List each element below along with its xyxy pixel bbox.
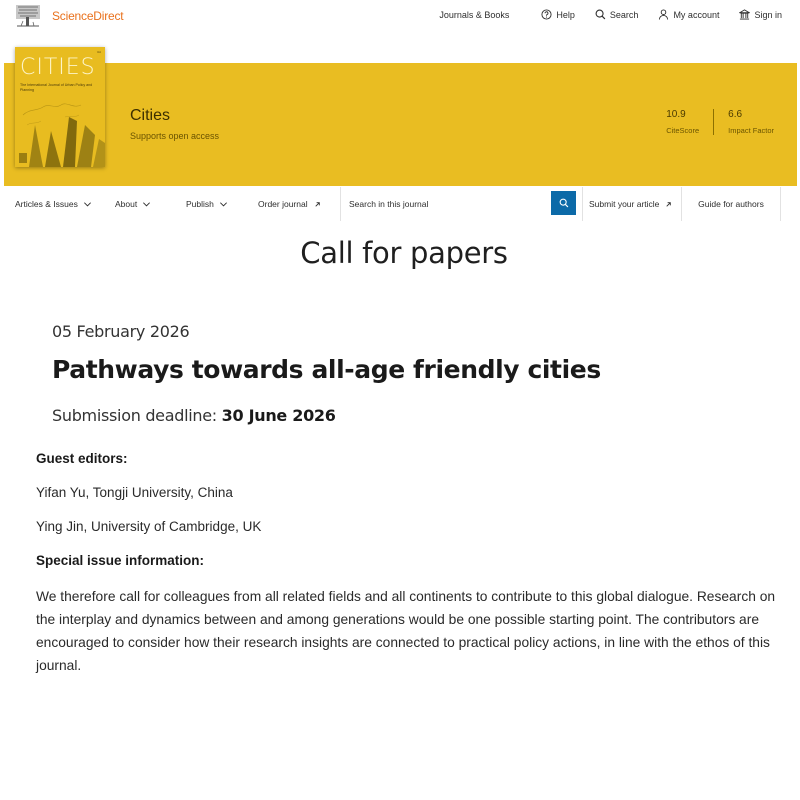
articles-issues-label: Articles & Issues bbox=[15, 199, 78, 209]
journal-search bbox=[340, 187, 583, 221]
impact-factor-value: 6.6 bbox=[728, 109, 743, 120]
special-issue-heading: Special issue information: bbox=[36, 553, 205, 568]
search-label: Search bbox=[609, 9, 639, 20]
cover-volume-info: Vol bbox=[96, 50, 101, 54]
chevron-down-icon bbox=[142, 200, 151, 209]
page-title: Call for papers bbox=[300, 236, 508, 270]
publish-label: Publish bbox=[186, 199, 214, 209]
about-label: About bbox=[115, 199, 138, 209]
user-icon bbox=[658, 9, 669, 20]
citescore-label: CiteScore bbox=[666, 126, 700, 135]
guide-for-authors-link[interactable] bbox=[681, 187, 781, 221]
help-circle-icon bbox=[541, 9, 552, 20]
journal-info bbox=[130, 107, 219, 141]
help-label: Help bbox=[556, 9, 575, 20]
cover-subtitle: The International Journal of Urban Policy and Planning bbox=[20, 83, 93, 92]
guest-editors-heading: Guest editors: bbox=[36, 451, 128, 466]
open-access-label: Supports open access bbox=[130, 131, 220, 141]
journal-search-input[interactable] bbox=[341, 187, 541, 221]
citescore-value: 10.9 bbox=[666, 109, 686, 120]
my-account-link[interactable] bbox=[658, 9, 719, 20]
cfp-date: 05 February 2026 bbox=[52, 322, 190, 341]
impact-factor-label: Impact Factor bbox=[728, 126, 774, 135]
deadline-label: Submission deadline: bbox=[52, 406, 217, 425]
sign-in-link[interactable] bbox=[739, 9, 782, 20]
special-issue-text: We therefore call for colleagues from all related fields and all continents to contribute to this global dialogue. Research on the interplay and dynamics between and among generations would be one possible starting point. The contributors are encouraged to consider how their research insights are connected to practical policy actions, in line with the ethos of this journal. bbox=[36, 589, 776, 673]
about-menu[interactable] bbox=[115, 187, 151, 221]
brand-name: ScienceDirect bbox=[52, 9, 124, 23]
cover-title: CITIES bbox=[20, 55, 96, 80]
deadline-value: 30 June 2026 bbox=[221, 406, 336, 425]
guest-editor: Ying Jin, University of Cambridge, UK bbox=[36, 519, 262, 534]
chevron-down-icon bbox=[219, 200, 228, 209]
cfp-title: Pathways towards all-age friendly cities bbox=[52, 355, 601, 384]
articles-issues-menu[interactable] bbox=[15, 187, 92, 221]
journal-search-button[interactable] bbox=[551, 191, 576, 215]
journals-books-label: Journals & Books bbox=[439, 9, 510, 20]
journal-nav bbox=[0, 187, 800, 221]
publish-menu[interactable] bbox=[186, 187, 228, 221]
help-link[interactable] bbox=[541, 9, 575, 20]
search-icon bbox=[559, 198, 569, 208]
institution-icon bbox=[739, 9, 750, 20]
chevron-down-icon bbox=[83, 200, 92, 209]
impact-factor-metric[interactable] bbox=[714, 109, 774, 135]
cfp-deadline bbox=[52, 406, 336, 425]
citescore-metric[interactable] bbox=[652, 109, 713, 135]
site-header bbox=[0, 0, 800, 34]
guest-editor: Yifan Yu, Tongji University, China bbox=[36, 485, 233, 500]
order-journal-link[interactable] bbox=[258, 187, 322, 221]
journals-books-link[interactable] bbox=[439, 10, 509, 20]
search-link[interactable] bbox=[595, 9, 639, 20]
guide-for-authors-label: Guide for authors bbox=[698, 199, 764, 209]
external-link-icon bbox=[313, 200, 322, 209]
submit-article-link[interactable] bbox=[589, 187, 673, 221]
external-link-icon bbox=[664, 200, 673, 209]
elsevier-tree-icon bbox=[14, 4, 42, 28]
cover-skyline-illustration bbox=[15, 95, 105, 167]
order-journal-label: Order journal bbox=[258, 199, 308, 209]
submit-article-label: Submit your article bbox=[589, 199, 660, 209]
journal-cover[interactable] bbox=[15, 47, 105, 167]
journal-metrics bbox=[652, 109, 774, 135]
sciencedirect-logo[interactable] bbox=[14, 4, 123, 28]
sign-in-label: Sign in bbox=[754, 9, 782, 20]
top-nav bbox=[439, 9, 782, 20]
search-icon bbox=[595, 9, 606, 20]
my-account-label: My account bbox=[673, 9, 720, 20]
journal-name: Cities bbox=[130, 107, 171, 124]
